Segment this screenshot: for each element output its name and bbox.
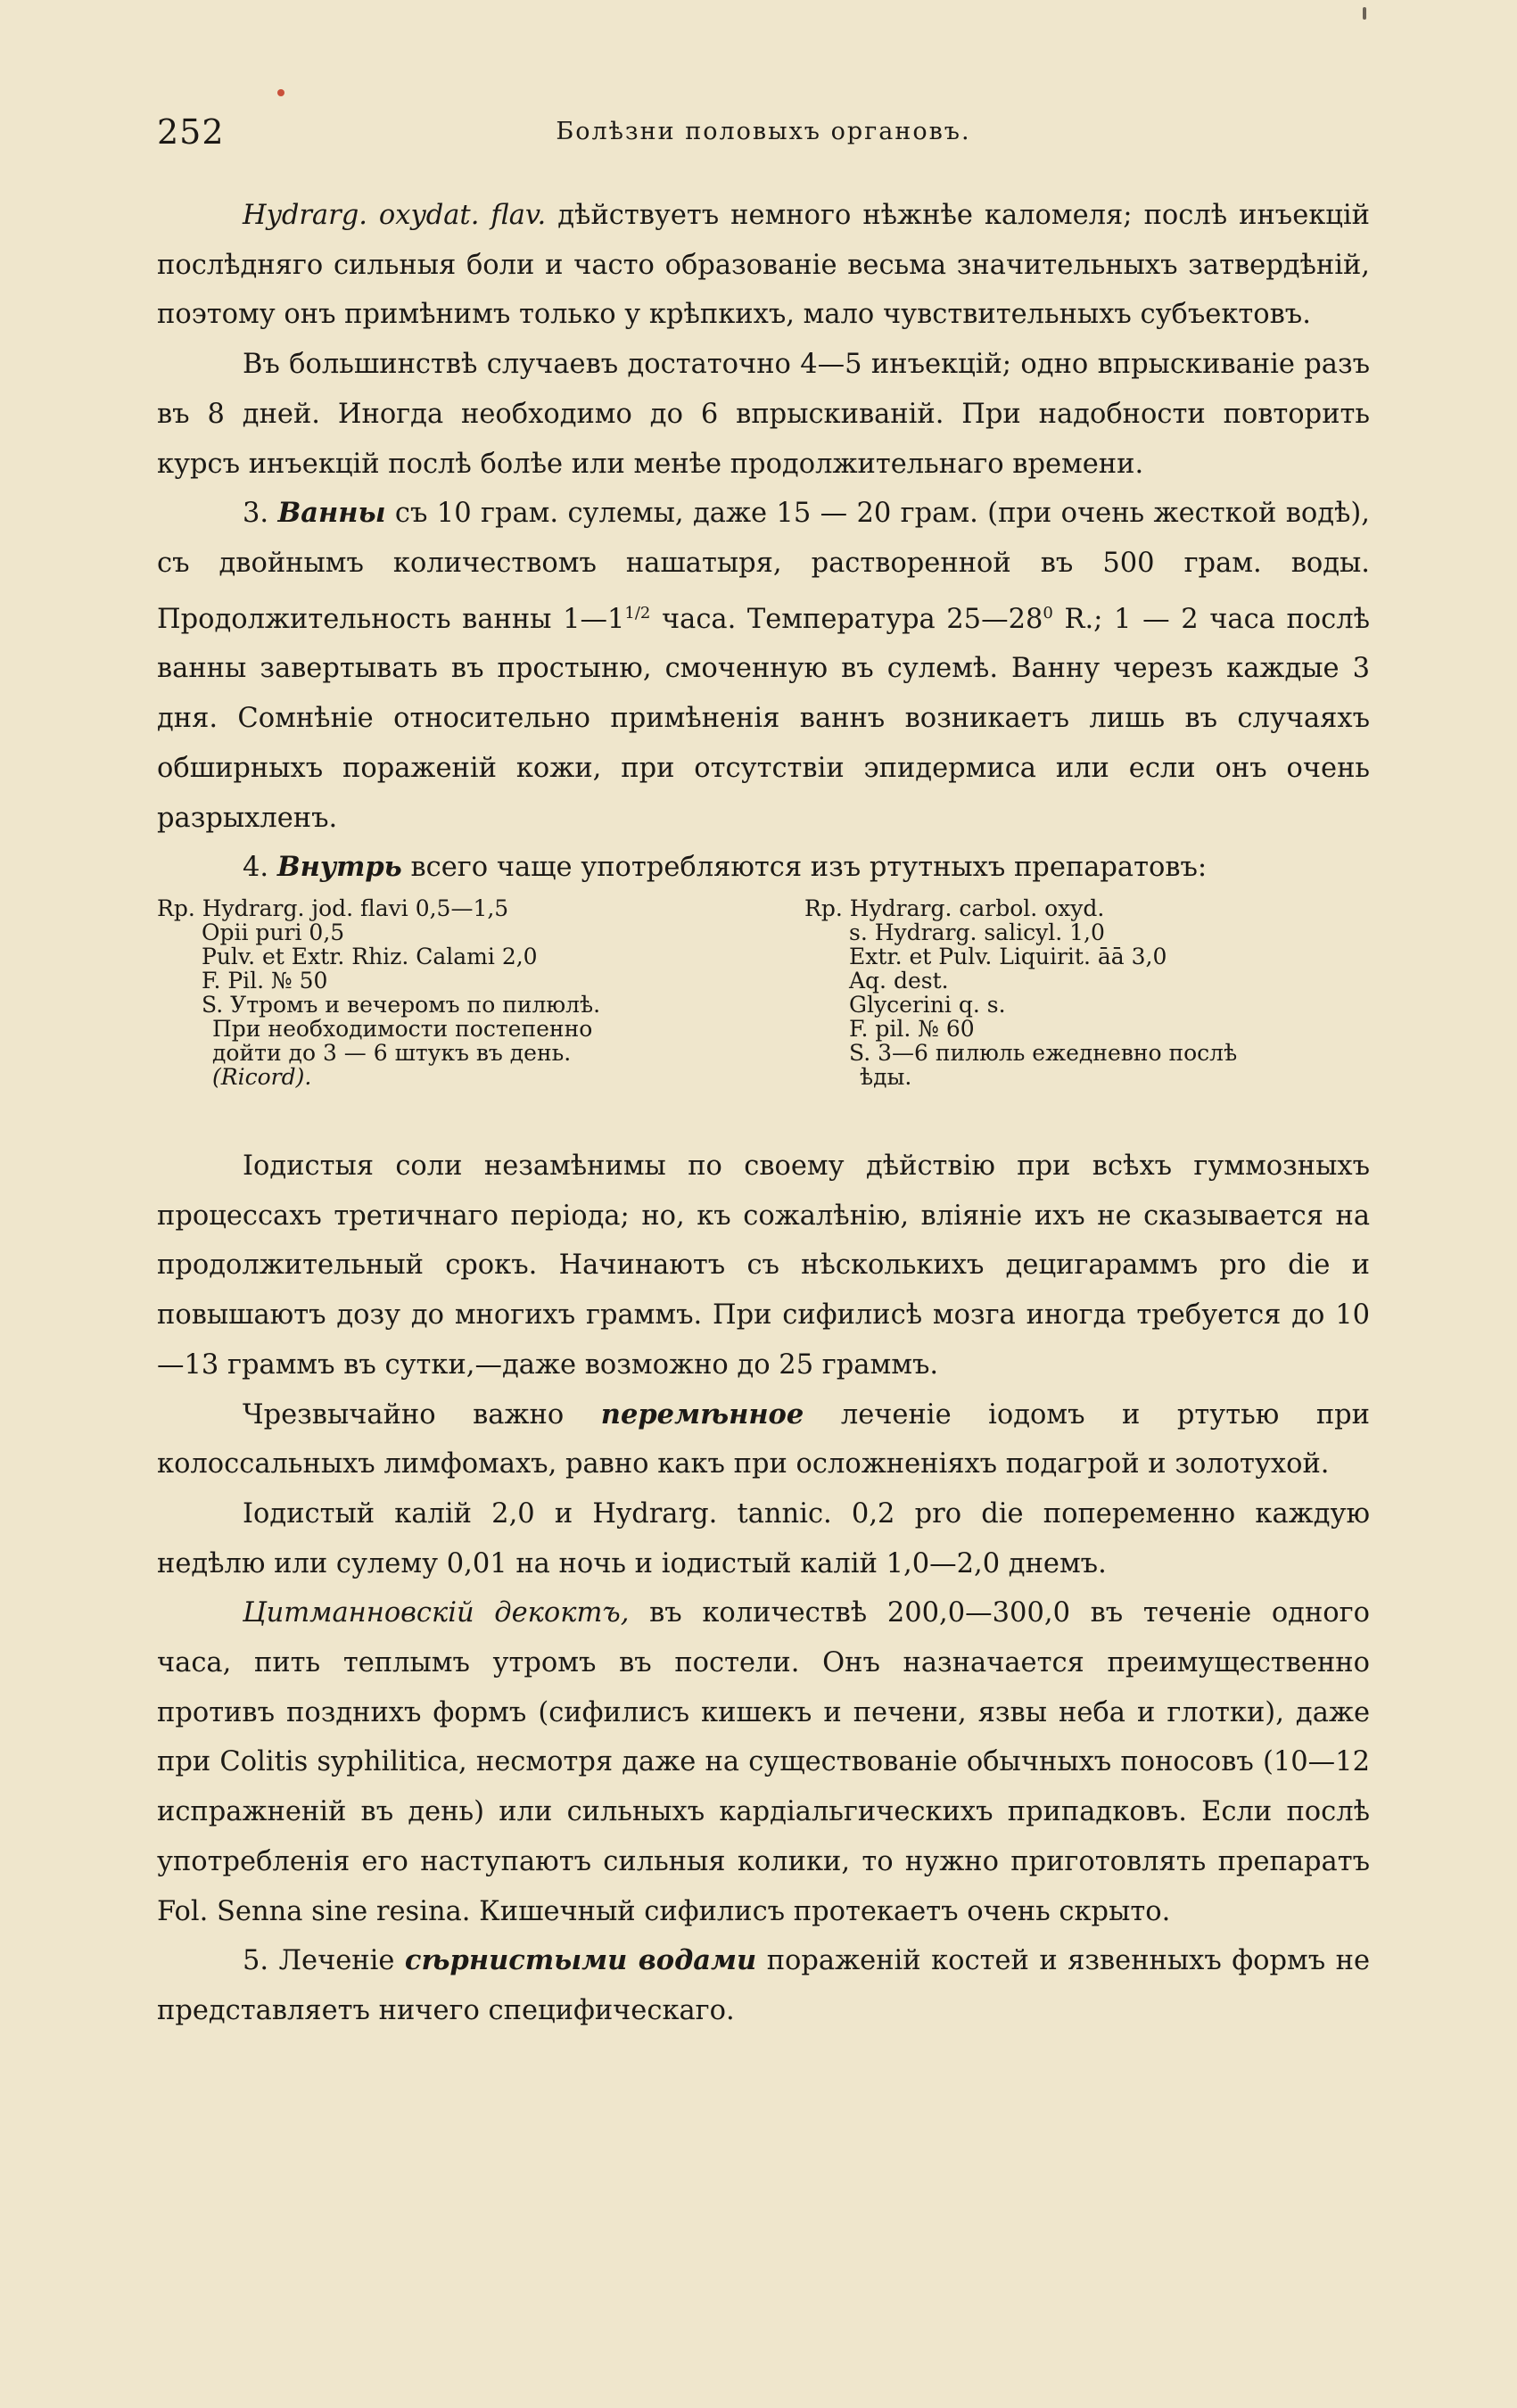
rx-line: F. pil. № 60 (849, 1016, 975, 1042)
degree-sign: 0 (1043, 603, 1053, 623)
rx-line: s. Hydrarg. salicyl. 1,0 (849, 919, 1105, 945)
paragraph-text: съ 10 грам. сулемы, даже 15 — 20 грам. (при очень жесткой водѣ), съ двойнымъ количествомъ нашатыря, растворенной въ 500 грам. воды. Продолжительность ванны 1—1 (157, 498, 1371, 635)
paragraph (157, 1390, 1370, 1489)
paragraph (157, 191, 1370, 340)
rx-line: F. Pil. № 50 (202, 968, 328, 994)
paragraph (157, 1588, 1370, 1936)
paragraph-text: Чрезвычайно важно (243, 1398, 601, 1431)
section-emphasis: перемѣнное (600, 1398, 804, 1431)
rx-line: Pulv. et Extr. Rhiz. Calami 2,0 (202, 944, 538, 969)
section-emphasis: Цитманновскій декоктъ, (243, 1597, 630, 1629)
paragraph-text: Въ большинствѣ случаевъ достаточно 4—5 инъекцій; одно впрыскиваніе разъ въ 8 дней. Иногда необходимо до 6 впрыскиваній. При надобности повторить курсъ инъекцій послѣ болѣе или менѣе продолжительнаго времени. (157, 349, 1370, 480)
paragraph (157, 843, 1370, 893)
prescription-right (804, 896, 1357, 1089)
paragraph (157, 489, 1370, 843)
paragraph-text: въ количествѣ 200,0—300,0 въ теченіе одного часа, пить теплымъ утромъ въ постели. Онъ назначается преимущественно противъ позднихъ формъ (сифилисъ кишекъ и печени, язвы неба и глотки), даже при Colitis syphilitica, несмотря даже на существованіе обычныхъ поносовъ (10—12 испражненій въ день) или сильныхъ кардіальгическихъ припадковъ. Если послѣ употребленія его наступаютъ сильныя колики, то нужно приготовлять препаратъ Fol. Senna sine resina. Кишечный сифилисъ протекаетъ очень скрыто. (157, 1597, 1370, 1927)
running-title: Болѣзни половыхъ органовъ. (556, 118, 971, 145)
section-number: 4. (243, 852, 269, 884)
rx-line: Opii puri 0,5 (202, 919, 345, 945)
prescription-left (157, 896, 710, 1089)
red-ink-speck (277, 89, 284, 96)
paragraph (157, 340, 1370, 489)
paragraph (157, 1489, 1370, 1588)
rx-line: S. Утромъ и вечеромъ по пилюлѣ. (202, 992, 601, 1018)
paragraph-text: R.; 1 — 2 часа послѣ ванны завертывать въ простыню, смоченную въ сулемѣ. Ванну черезъ каждые 3 дня. Сомнѣніе относительно примѣненія ваннъ возникаетъ лишь въ случаяхъ обширныхъ пораженій кожи, при отсутствіи эпидермиса или если онъ очень разрыхленъ. (157, 603, 1371, 834)
paragraph-text: Іодистый калій 2,0 и Hydrarg. tannic. 0,2 pro die попеременно каждую недѣлю или сулему 0,01 на ночь и іодистый калій 1,0—2,0 днемъ. (157, 1497, 1370, 1579)
fraction: 1/2 (624, 603, 651, 623)
rx-line: Rp. Hydrarg. carbol. oxyd. (804, 895, 1105, 921)
rx-line: S. 3—6 пилюль ежедневно послѣ (849, 1040, 1238, 1066)
page-header (157, 112, 1370, 152)
paragraph-text: дѣйствуетъ немного нѣжнѣе каломеля; послѣ инъекцій послѣдняго сильныя боли и часто образованіе весьма значительныхъ затвердѣній, поэтому онъ примѣнимъ только у крѣпкихъ, мало чувствительныхъ субъектовъ. (157, 200, 1370, 331)
section-emphasis: Ванны (277, 497, 386, 530)
section-number: 3. (243, 498, 269, 530)
prescriptions-block (157, 896, 1370, 1138)
rx-line: При необходимости постепенно (212, 1016, 593, 1042)
rx-line: дойти до 3 — 6 штукъ въ день. (212, 1040, 572, 1066)
page-number: 252 (157, 112, 225, 152)
drug-name: Hydrarg. oxydat. flav. (243, 200, 547, 231)
paragraph-text: пораженій костей и язвенныхъ формъ не представляетъ ничего специфическаго. (157, 1945, 1370, 2026)
paragraph-text: Леченіе (268, 1945, 405, 1977)
paragraph (157, 1142, 1370, 1390)
page-body (157, 191, 1370, 2036)
rx-line: Rp. Hydrarg. jod. flavi 0,5—1,5 (157, 895, 509, 921)
paragraph (157, 1936, 1370, 2035)
rx-line: Extr. et Pulv. Liquirit. āā 3,0 (849, 944, 1167, 969)
rx-line: (Ricord). (212, 1064, 312, 1090)
section-emphasis: сѣрнистыми водами (404, 1944, 757, 1977)
section-emphasis: Внутрь (276, 851, 402, 884)
rx-line: ѣды. (860, 1064, 912, 1090)
paragraph-text: всего чаще употребляются изъ ртутныхъ препаратовъ: (401, 852, 1208, 884)
rx-line: Aq. dest. (849, 968, 949, 994)
paragraph-text: часа. Температура 25—28 (650, 603, 1043, 635)
rx-line: Glycerini q. s. (849, 992, 1006, 1018)
paragraph-text: Іодистыя соли незамѣнимы по своему дѣйствію при всѣхъ гуммозныхъ процессахъ третичнаго періода; но, къ сожалѣнію, вліяніе ихъ не сказывается на продолжительный срокъ. Начинаютъ съ нѣсколькихъ децигараммъ pro die и повышаютъ дозу до многихъ граммъ. При сифилисѣ мозга иногда требуется до 10—13 граммъ въ сутки,—даже возможно до 25 граммъ. (157, 1150, 1370, 1381)
section-number: 5. (243, 1945, 269, 1977)
ink-speck (1363, 7, 1366, 20)
paragraph-text: леченіе іодомъ и ртутью при колоссальныхъ лимфомахъ, равно какъ при осложненіяхъ подагрой и золотухой. (157, 1398, 1370, 1480)
